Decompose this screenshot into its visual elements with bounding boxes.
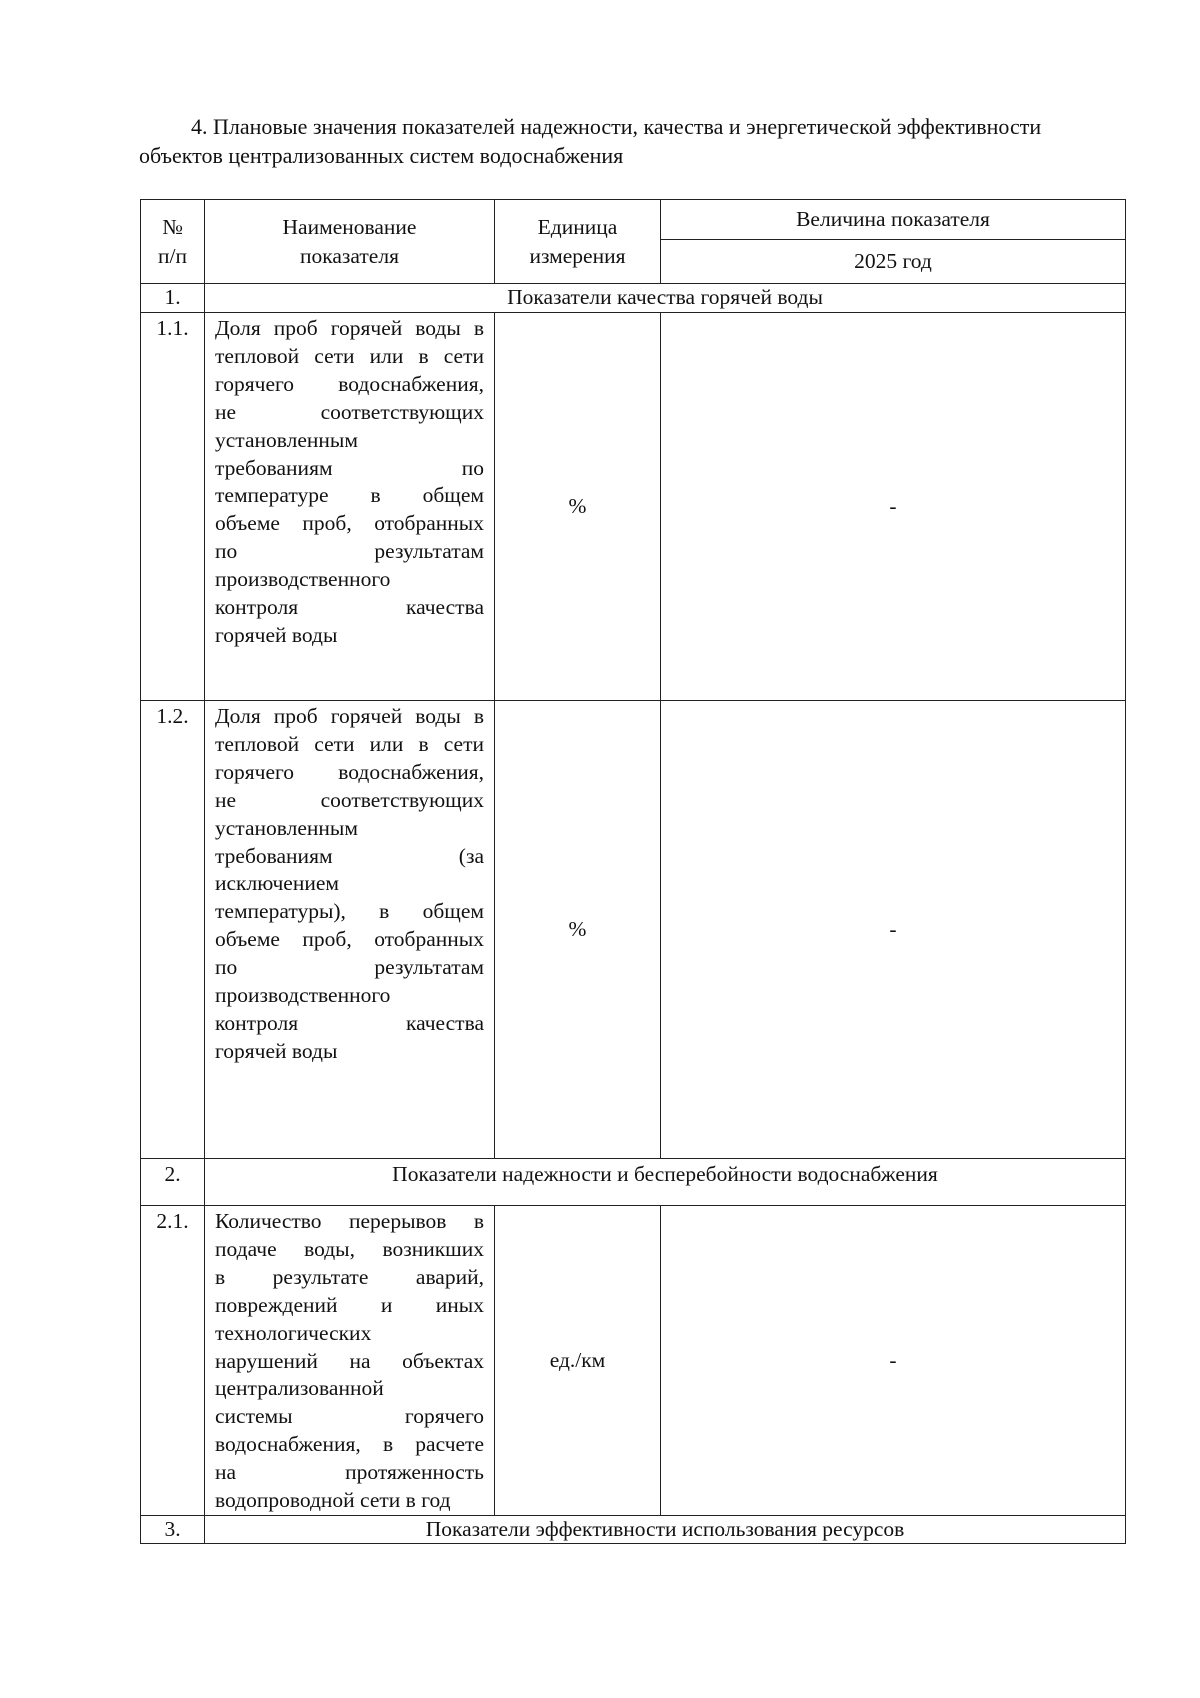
row-name-line: производственного <box>215 567 391 592</box>
heading-line-2: объектов централизованных систем водоснабжения <box>139 143 624 168</box>
indicators-table <box>140 199 1126 1544</box>
section-num: 1. <box>141 284 205 313</box>
row-name-line: централизованной <box>215 1376 384 1401</box>
row-name-line: установленным <box>215 815 358 840</box>
header-year: 2025 год <box>661 240 1126 284</box>
row-num: 1.1. <box>141 313 205 701</box>
row-name-line: в результате аварий, <box>215 1264 484 1289</box>
row-name-line: производственного <box>215 983 391 1008</box>
table-row <box>141 1206 1126 1516</box>
row-value: - <box>661 1206 1126 1516</box>
row-num: 1.2. <box>141 701 205 1159</box>
row-name-line: подаче воды, возникших <box>215 1236 484 1261</box>
row-name <box>205 701 495 1159</box>
row-name-line: нарушений на объектах <box>215 1348 484 1373</box>
table-row <box>141 313 1126 701</box>
row-name-line: объеме проб, отобранных <box>215 511 484 536</box>
row-name-line: установленным <box>215 427 358 452</box>
row-name-line: Доля проб горячей воды в <box>215 704 484 728</box>
row-name-line: системы горячего <box>215 1404 484 1429</box>
row-name-line: водопроводной сети в год <box>215 1488 451 1513</box>
section-title: Показатели качества горячей воды <box>205 284 1126 313</box>
header-unit <box>495 200 661 284</box>
row-name-line: контроля качества <box>215 595 484 620</box>
row-name-line: горячей воды <box>215 1038 338 1063</box>
section-num: 3. <box>141 1515 205 1543</box>
row-name-line: температуре в общем <box>215 483 484 508</box>
header-name <box>205 200 495 284</box>
header-num-text: № п/п <box>158 214 187 268</box>
section-row <box>141 1159 1126 1206</box>
header-num <box>141 200 205 284</box>
row-name-line: не соответствующих <box>215 787 484 812</box>
row-unit: ед./км <box>495 1206 661 1516</box>
row-name-line: контроля качества <box>215 1010 484 1035</box>
row-name-line: исключением <box>215 871 339 896</box>
document-heading <box>139 112 1139 170</box>
row-unit: % <box>495 313 661 701</box>
row-name-line: требованиям (за <box>215 843 484 868</box>
row-name <box>205 1206 495 1516</box>
row-num: 2.1. <box>141 1206 205 1516</box>
row-name-line: горячего водоснабжения, <box>215 371 484 396</box>
row-name-line: температуры), в общем <box>215 899 484 924</box>
row-name-line: на протяженность <box>215 1460 484 1485</box>
section-row <box>141 1515 1126 1543</box>
row-name-line: по результатам <box>215 955 484 980</box>
row-name-line: Доля проб горячей воды в <box>215 316 484 340</box>
row-name-line: повреждений и иных <box>215 1292 484 1317</box>
row-value: - <box>661 701 1126 1159</box>
section-num: 2. <box>141 1159 205 1206</box>
row-name-line: тепловой сети или в сети <box>215 343 484 368</box>
row-name-line: водоснабжения, в расчете <box>215 1432 484 1457</box>
header-name-text: Наименование показателя <box>282 214 417 268</box>
row-name-line: требованиям по <box>215 455 484 480</box>
section-title: Показатели надежности и бесперебойности водоснабжения <box>205 1159 1126 1206</box>
row-value: - <box>661 313 1126 701</box>
row-name-line: Количество перерывов в <box>215 1209 484 1233</box>
section-title: Показатели эффективности использования ресурсов <box>205 1515 1126 1543</box>
header-unit-text: Единица измерения <box>529 214 626 268</box>
row-name <box>205 313 495 701</box>
row-name-line: горячей воды <box>215 622 338 647</box>
row-name-line: объеме проб, отобранных <box>215 927 484 952</box>
heading-line-1: 4. Плановые значения показателей надежности, качества и энергетической эффективности <box>191 114 1042 139</box>
row-name-line: не соответствующих <box>215 399 484 424</box>
row-name-line: тепловой сети или в сети <box>215 731 484 756</box>
row-name-line: по результатам <box>215 539 484 564</box>
row-name-line: горячего водоснабжения, <box>215 759 484 784</box>
header-value: Величина показателя <box>661 200 1126 240</box>
section-row <box>141 284 1126 313</box>
row-name-line: технологических <box>215 1320 372 1345</box>
table-row <box>141 701 1126 1159</box>
row-unit: % <box>495 701 661 1159</box>
